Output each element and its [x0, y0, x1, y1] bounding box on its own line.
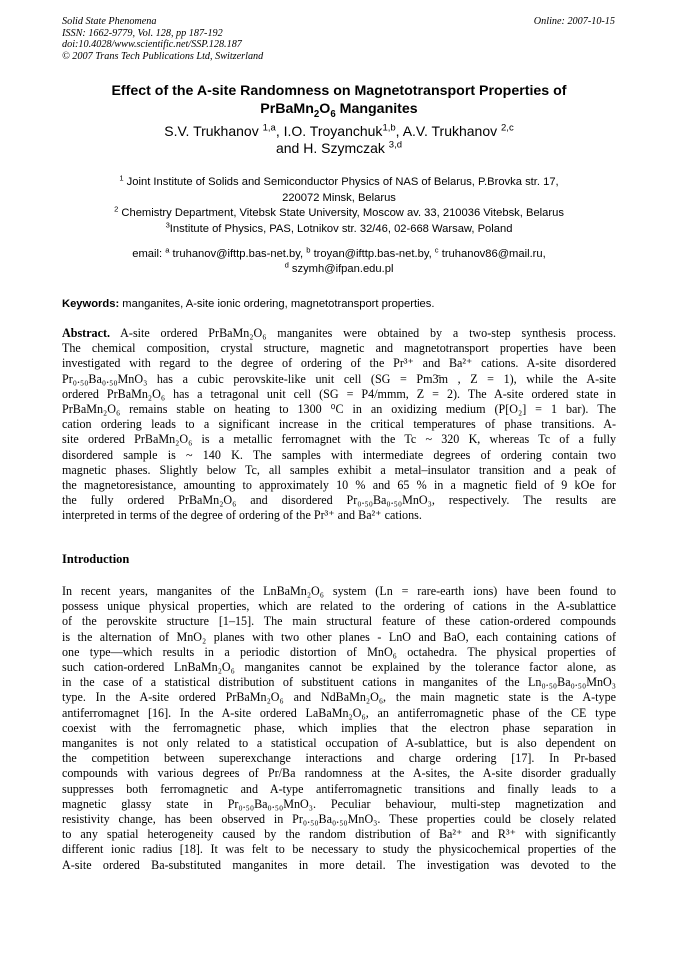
- abstract-line: magnetic phases. Slightly below Tc, all samples exhibit a metal–insulator transition and a peak of: [62, 462, 616, 477]
- abstract-line: Abstract. A-site ordered PrBaMn₂O₆ manganites were obtained by a two-step synthesis process.: [62, 326, 616, 340]
- intro-line: of the perovskite structure [1–15]. The main structural feature of these cation-ordered compounds: [62, 614, 616, 629]
- keywords-line: [62, 297, 616, 311]
- issn-line: ISSN: 1662-9779, Vol. 128, pp 187-192: [62, 27, 223, 39]
- abstract-line: the magnetoresistance, amounting to approximately 10 % and 65 % in a magnetic field of 9 kOe for: [62, 478, 616, 493]
- abstract-line: cation ordering leads to a significant increase in the critical temperatures of phase transitions. A-: [62, 417, 616, 432]
- affiliation-3: $^3$Institute of Physics, PAS, Lotnikov str. 32/46, 02-668 Warsaw, Poland: [165, 219, 513, 235]
- intro-line: one type—which results in a periodic distortion of MnO₆ octahedra. The physical properties of: [62, 644, 616, 659]
- title-line-1: Effect of the A-site Randomness on Magnetotransport Properties of: [111, 83, 567, 99]
- paper-title: [62, 82, 616, 118]
- keywords-label: Keywords:: [62, 298, 120, 310]
- email-link-b[interactable]: troyan@ifttp.bas-net.by,: [310, 248, 435, 260]
- abstract-line: the fully ordered PrBaMn₂O₆ and disordered Pr₀.₅₀Ba₀.₅₀MnO₃, respectively. The results are: [62, 493, 616, 508]
- intro-line: In recent years, manganites of the LnBaMn₂O₆ system (Ln = rare-earth ions) have been found to: [62, 584, 616, 598]
- intro-line: is the alternation of MnO₂ planes with two other planes - LnO and BaO, each containing cations of: [62, 629, 616, 644]
- affiliation-1-city: 220072 Minsk, Belarus: [282, 191, 396, 204]
- intro-line: compounds with various degrees of Pr/Ba randomness at the A-sites, the A-site disorder gradually: [62, 766, 616, 781]
- doi-line[interactable]: doi:10.4028/www.scientific.net/SSP.128.187: [62, 39, 242, 50]
- intro-line: type. In the A-site ordered PrBaMn₂O₆ and NdBaMn₂O₆, the main magnetic state is the A-type: [62, 690, 616, 705]
- intro-line: possess unique physical properties, which are related to the ordering of cations in the A-sublattice: [62, 599, 616, 614]
- abstract-line: investigated with regard to the degree of ordering of the Pr³⁺ and Ba²⁺ cations. A-site disordered: [62, 356, 616, 371]
- authors-line-2: and H. Szymczak $^{3,d}$: [275, 139, 403, 156]
- affiliation-2: $^2$ Chemistry Department, Vitebsk State University, Moscow av. 33, 210036 Vitebsk, Belarus: [114, 204, 564, 219]
- copyright-line: © 2007 Trans Tech Publications Ltd, Switzerland: [62, 50, 264, 62]
- online-date: Online: 2007-10-15: [533, 16, 615, 27]
- intro-line: resistivity change, has been observed in Pr₀.₅₀Ba₀.₅₀MnO₃. These properties could be closely related: [62, 812, 616, 827]
- affiliation-1: $^1$ Joint Institute of Solids and Semiconductor Physics of NAS of Belarus, P.Brovka str. 17,: [119, 173, 559, 188]
- journal-header: [62, 16, 263, 62]
- abstract-line: site ordered PrBaMn₂O₆ is a metallic ferromagnet with the Tc ~ 320 K, whereas Tc of a fully: [62, 432, 616, 447]
- abstract-line: PrBaMn₂O₆ remains stable on heating to 1300 ⁰C in an oxidizing medium (P[O₂] = 1 bar). The: [62, 402, 616, 417]
- intro-line: such cation-ordered LnBaMn₂O₆ manganites cannot be explained by the tolerance factor alone, as: [62, 660, 616, 675]
- abstract-line: disordered sample is ~ 140 K. The samples with intermediate degrees of ordering contain two: [62, 447, 616, 462]
- abstract-label: Abstract.: [62, 326, 111, 340]
- abstract-line: interpreted in terms of the degree of ordering of the Pr³⁺ and Ba²⁺ cations.: [62, 508, 422, 523]
- intro-line: magnetic glassy state in Pr₀.₅₀Ba₀.₅₀MnO₃. Peculiar behaviour, multi-step magnetization and: [62, 796, 616, 811]
- title-line-2: $PrBaMn_2O_6$ Manganites: [260, 101, 418, 120]
- introduction-heading: Introduction: [62, 552, 130, 566]
- intro-line: the competition between superexchange interactions and charge ordering [17]. In Pr-based: [62, 751, 616, 766]
- email-line-1: email: $^a$ truhanov@ifttp.bas-net.by, $^b$ troyan@ifttp.bas-net.by, $^c$ truhanov86@mail.ru,: [132, 245, 546, 260]
- intro-line: manganites is not only related to a statistical occupation of A-sublattice, but is also dependent on: [62, 736, 616, 751]
- intro-line: antiferromagnet [16]. In the A-site ordered LaBaMn₂O₆, an antiferromagnetic phase of the CE type: [62, 705, 616, 720]
- abstract-line: ordered PrBaMn₂O₆ has a tetragonal unit cell (SG = P4/mmm, Z = 2). The A-site ordered state in: [62, 386, 616, 401]
- intro-line: to any spatial heterogeneity caused by the random distribution of Ba²⁺ and R³⁺ with significantly: [62, 827, 616, 842]
- journal-name: Solid State Phenomena: [62, 16, 157, 27]
- abstract-line: The chemical composition, crystal structure, magnetic and magnetotransport properties have been: [62, 341, 616, 356]
- email-block: [62, 247, 616, 277]
- abstract: [62, 326, 616, 524]
- intro-line: A-site ordered Ba-substituted manganites in more detail. The investigation was devoted to the: [62, 857, 616, 872]
- author-list: [62, 123, 616, 157]
- email-link-a[interactable]: truhanov@ifttp.bas-net.by,: [169, 248, 307, 260]
- intro-line: coexist with the ferromagnetic phase, which implies that the electron phase separation in: [62, 720, 616, 735]
- intro-line: suppresses both ferromagnetic and A-type antiferromagnetic transitions and finally leads to a: [62, 781, 616, 796]
- keywords-text: manganites, A-site ionic ordering, magnetotransport properties.: [119, 298, 435, 310]
- email-line-2: $^d$ szymh@ifpan.edu.pl: [284, 260, 394, 275]
- introduction-body: [62, 584, 616, 873]
- intro-line: in the case of a statistical distribution of substituent cations in manganites of the Ln₀.₅₀Ba₀.₅₀MnO₃: [62, 675, 616, 690]
- authors-line-1: S.V. Trukhanov $^{1,a}$, I.O. Troyanchuk$^{1,b}$, A.V. Trukhanov $^{2,c}$: [164, 122, 514, 139]
- affiliations: [62, 175, 616, 237]
- abstract-line: Pr₀.₅₀Ba₀.₅₀MnO₃ has a cubic perovskite-like unit cell (SG = Pm3̄m , Z = 1), while the A-site: [62, 371, 616, 386]
- email-link-c[interactable]: truhanov86@mail.ru,: [438, 248, 546, 260]
- intro-line: different ionic radius [18]. It was felt to be necessary to study the physicochemical properties of the: [62, 842, 616, 857]
- email-link-d[interactable]: szymh@ifpan.edu.pl: [288, 263, 394, 275]
